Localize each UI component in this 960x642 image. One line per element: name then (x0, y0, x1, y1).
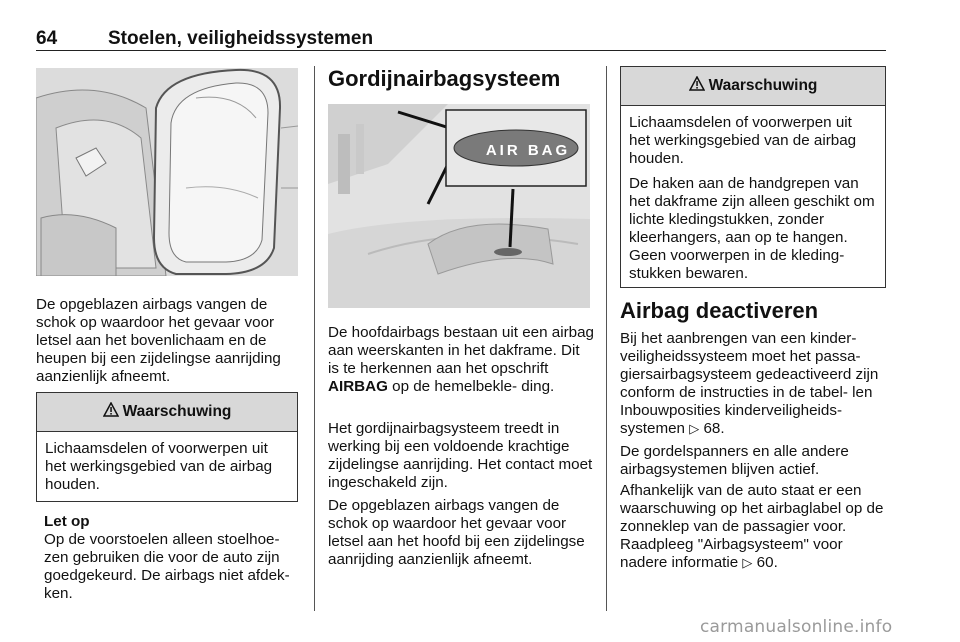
side-airbag-caption: De opgeblazen airbags vangen de schok op waardoor het gevaar voor letsel aan het bovenlichaam en de heupen bij een zijdelingse aanrijding aanzienlijk afneemt. (36, 296, 281, 385)
warning-triangle-icon (103, 402, 119, 422)
warning-box-2 (620, 66, 886, 288)
warning-title-2: Waarschuwing (708, 77, 818, 94)
side-airbag-drawing (36, 68, 298, 276)
page-title: Stoelen, veiligheidssystemen (108, 28, 374, 49)
curtain-airbag-illustration (328, 104, 590, 308)
curtain-airbag-heading: Gordijnairbagsysteem (328, 66, 561, 91)
warning-body-2 (621, 106, 885, 296)
curtain-airbag-p2: Het gordijnairbagsysteem treedt in werking bij een voldoende krachtige zijdelingse aanrijding. Het contact moet ingeschakeld zijn. (328, 420, 593, 491)
warning-header-2 (621, 67, 885, 106)
page-header (36, 28, 886, 51)
side-airbag-illustration (36, 68, 298, 276)
page-number: 64 (36, 28, 58, 49)
deactivate-p3-text: Afhankelijk van de auto staat er een waarschuwing op het airbaglabel op de zonneklep van de passagier voor. Raadpleeg "Airbagsysteem" voor nadere informatie (620, 482, 884, 571)
warning-title-1: Waarschuwing (122, 403, 232, 420)
note-paragraph (44, 513, 300, 603)
deactivate-p1-text: Bij het aanbrengen van een kinder- veiligheidssysteem moet het passa- giersairbagsysteem gedeactiveerd zijn conform de instructies in de tabel- len Inbouwposities kinderveiligheids- systemen (620, 330, 879, 437)
note-title: Let op (44, 513, 90, 530)
page-ref-68[interactable]: 68 (703, 420, 721, 437)
warning-2-p1: Lichaamsdelen of voorwerpen uit het werkingsgebied van de airbag houden. (629, 114, 857, 167)
warning-box-1 (36, 392, 298, 502)
deactivate-p2: De gordelspanners en alle andere airbagsystemen blijven actief. (620, 443, 849, 478)
warning-triangle-icon (689, 76, 705, 96)
deactivate-p1: Bij het aanbrengen van een kinder- veiligheidssysteem moet het passa- giersairbagsysteem gedeactiveerd zijn conform de instructies in de tabel- len Inbouwposities kinderveiligheids- systemen ▷ 68. (620, 330, 879, 437)
warning-body-1: Lichaamsdelen of voorwerpen uit het werkingsgebied van de airbag houden. (45, 440, 273, 493)
note-body: Op de voorstoelen alleen stoelhoe- zen gebruiken die voor de auto zijn goedgekeurd. De airbags niet afdek- ken. (44, 531, 290, 602)
curtain-airbag-p1 (328, 324, 594, 396)
curtain-airbag-p3: De opgeblazen airbags vangen de schok op waardoor het gevaar voor letsel aan het hoofd bij een zijdelingse aanrijding aanzienlijk afneemt. (328, 497, 585, 568)
page-reference-icon: ▷ (742, 556, 753, 571)
page-reference-icon: ▷ (689, 422, 700, 437)
column-divider-1 (314, 66, 315, 611)
page-ref-60[interactable]: 60 (756, 554, 774, 571)
warning-header-1 (37, 393, 297, 432)
p1-tail: op de hemelbekle- ding. (387, 378, 555, 395)
curtain-airbag-drawing (328, 104, 590, 308)
deactivate-p3: Afhankelijk van de auto staat er een waarschuwing op het airbaglabel op de zonneklep van de passagier voor. Raadpleeg "Airbagsysteem" voor nadere informatie ▷ 60. (620, 482, 884, 571)
airbag-deactivate-heading: Airbag deactiveren (620, 298, 819, 323)
airbag-label: AIR BAG (485, 142, 571, 159)
p1-text: De hoofdairbags bestaan uit een airbag aan weerskanten in het dakframe. Dit is te herkennen aan het opschrift (328, 324, 594, 377)
watermark: carmanualsonline.info (700, 617, 893, 637)
airbag-bold: AIRBAG (328, 378, 388, 395)
warning-2-p2: De haken aan de handgrepen van het dakframe zijn alleen geschikt om lichte kledingstukken, zonder kleerhangers, aan op te hangen. Geen voorwerpen in de kleding- stukken bewaren. (629, 175, 875, 282)
column-divider-2 (606, 66, 607, 611)
